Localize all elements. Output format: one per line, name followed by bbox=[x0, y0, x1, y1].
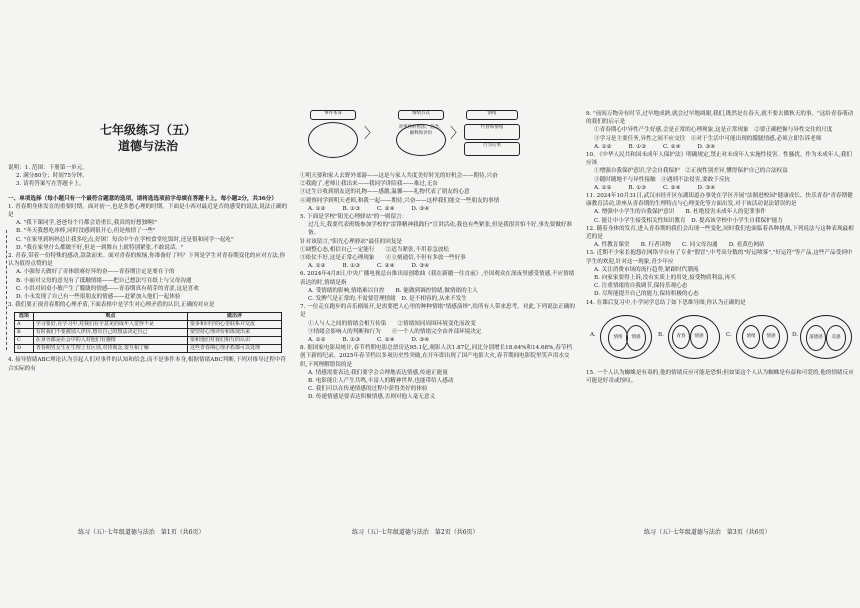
venn-label: 情感 bbox=[762, 325, 780, 349]
q1-option-a: A. "我下课同学,爸爸每个月都会语重长,我真的好想独啊!" bbox=[16, 220, 158, 227]
q6-options-cd: C. 发脾气是正常的,不需要管理情绪 D. 是不相容的,从来不发生 bbox=[308, 296, 467, 303]
q3-table bbox=[14, 312, 282, 353]
question-3 bbox=[8, 301, 288, 353]
choice-a: A. bbox=[590, 331, 596, 338]
q8-option-c: C. 我们可以在传递情感的过程中获得美好的体验 bbox=[308, 386, 428, 393]
venn-label: 情感 bbox=[626, 325, 646, 351]
table-cell: A bbox=[15, 321, 34, 329]
table-row bbox=[15, 321, 282, 329]
q2-option-c: C. 小洪对同桌小敏产生了朦胧的情感——青春期真有萌芽的青涩,这是喜欢 bbox=[16, 285, 199, 292]
diagram-box: 代替和情绪 bbox=[464, 124, 520, 140]
choice-b: B. ①③ bbox=[342, 263, 361, 270]
q8-option-a: A. 情感需要表达,我们要学会合理地表达情感,传递正能量 bbox=[308, 369, 448, 376]
note-3: 3. 请将答案写在答题卡上。 bbox=[16, 181, 85, 188]
q2-stem: 2. 青春,带着一份特殊的感动,款款而来。面对青春的烦恼,你准备好了吗？下列是学生对青春期变化的应对方法,你认为值得点赞的是 bbox=[8, 253, 286, 268]
q7-items: ①人与人之间的情绪会相互传染 ②情绪间同周围环境变化而改变 bbox=[308, 320, 476, 327]
choice-d: D. ③④ bbox=[697, 184, 716, 191]
venn-label: 情感 bbox=[690, 325, 708, 349]
choice-c: C. bbox=[726, 331, 732, 338]
q2-option-d: D. 小永发现了自己有一些很朋友的情感——赶紧加入他们一起体验 bbox=[16, 294, 181, 301]
page-1 bbox=[8, 110, 288, 550]
table-cell: 要多和同学的心里联系并交流 bbox=[188, 321, 282, 329]
q9-options bbox=[586, 143, 854, 151]
table-cell: 要和他们对我们相互的认识 bbox=[188, 337, 282, 345]
page-1-footer: 练习（五）·七年级道德与法治 第1页（共6页） bbox=[78, 529, 205, 536]
q1-option-c: C. "在家里到妈妈总让我多吃点,好困！每次中午在学校食堂吃饭时,还是很和同学一起吃" bbox=[16, 236, 234, 243]
choice-c: C. ②④ bbox=[662, 143, 681, 150]
choice-b: B. ①③ bbox=[342, 337, 361, 344]
section-heading: 一、单项选择（每小题只有一个最符合题意的选项，请将选选项前字母填在答题卡上，每小题2分，共36分） bbox=[8, 195, 277, 202]
venn-label: 青春 bbox=[672, 325, 690, 349]
q4-item-1: ①明天要和家人去野外郊游——这是与家人共度美好时光的好机会——期待,兴奋 bbox=[300, 173, 498, 179]
q4-item-2: ②我跑了,老师让我出来——我同学讲陪我——难过,无奈 bbox=[300, 181, 438, 188]
q5-items: ①调整心态,相信自己一定能行 ②适当紧张,不用着急放松 bbox=[300, 246, 449, 253]
q5-question: 针对该留言,"阳光心理驿站"最佳的回复是 bbox=[300, 238, 403, 245]
venn-label: 道德感 bbox=[806, 325, 826, 351]
choice-a: A. ①② bbox=[594, 143, 612, 150]
q9-items: ①青春期心中异性产生好感,会是正常的心理现象,这是正常现象 ②要正确把握与异性交往的尺度 bbox=[594, 127, 833, 134]
choice-d: D. ③④ bbox=[411, 337, 430, 344]
choice-a: A. ①② bbox=[594, 184, 612, 191]
q7-options bbox=[300, 336, 576, 344]
q14-stem: 14. 在课后复习中,小学同学总结了如下思维导图,你认为正确的是 bbox=[586, 299, 746, 306]
q6-options-ab: A. 受情绪的影响,情绪难以自控 B. 能做到调控情绪,做情绪的主人 bbox=[308, 287, 478, 294]
q1-option-d: D. "我在家里什么都做不好,但是一到舞台上就特别紧张,不敢说话。" bbox=[16, 244, 184, 251]
venn-label: 情绪 bbox=[608, 325, 628, 351]
q1-stem: 1. 青春期身体发育的重要时期。面对初一,也是多愁心理的时期。下面是小西对最近是否的感受的说法,说法正确的是 bbox=[8, 203, 288, 219]
q2-option-b: B. 小丽对父母的意见有了抵触情绪——把自己想法写在纸上与父母沟通 bbox=[16, 277, 192, 284]
table-cell: 在身旁都是社会中的人对他们有感情 bbox=[33, 337, 187, 345]
question-4: 4. 接导情绪ABC理论认为引起人们对事件的认知和信念,而不是事件本身,根据情绪ABC判断,下列对推导过程中符合实际的有 bbox=[8, 357, 287, 372]
q7-stem: 7. 一位走在跑步的音乐剧展开,是需要把人心里的种种情绪"情感演绎",给所有人带来思考。对此,下列说法正确的是 bbox=[300, 304, 575, 319]
q13-option-b: B. 向家家要得上诉,没有实质上的用处,接受物质利益,再买 bbox=[594, 275, 736, 282]
q14-venn-diagrams bbox=[586, 311, 854, 365]
q13-option-d: D. 尽所能提升自己的能力,保持积极的心态 bbox=[594, 291, 699, 298]
q5-items: ③依仗不好,这是正常心理现象 ④立刻通信,不但有多放一些好事 bbox=[300, 255, 466, 262]
q4-options bbox=[300, 205, 576, 213]
q5-quote: 过几天,我要代表班级参加学校的"雷锋精神我践行"宣讲活动,我也有些紧张,但是我很害怕不好,事先要做好准备。 bbox=[308, 222, 572, 237]
choice-b: B. ①③ bbox=[628, 184, 647, 191]
page-2 bbox=[300, 110, 576, 550]
table-cell: 有时我们不要被别人评价,想有自己的想法决定自己 bbox=[33, 329, 187, 337]
q13-stem: 13. 近期不少家长抱怨在网络平台有了专业"假冒",中考高分数的"好运喷雾","好运符"等产品,这些产品受到中学生的欢迎,针对这一现象,青少年应 bbox=[586, 250, 853, 265]
choice-a: A. ①② bbox=[308, 263, 326, 270]
choice-a: A. ①② bbox=[308, 337, 326, 344]
note-2: 2. 满分80分；时间75分钟。 bbox=[16, 173, 88, 180]
arrow-icon: 〉 bbox=[450, 126, 464, 142]
page-3 bbox=[586, 110, 854, 550]
table-cell: 青春期男女生在生理上有区别,对待观念,要互相了解 bbox=[33, 345, 187, 353]
q11-options-cd: C. 能让中小学生接受相关性知识教育 D. 提高该学校中小学生自我保护能力 bbox=[594, 217, 783, 224]
table-row bbox=[15, 345, 282, 353]
q4-item-4: ④观察同学到明天老师,和我一起——期待,兴奋——这样我们能交一些朋友的事情 bbox=[300, 197, 500, 204]
q10-stem: 10. 《中华人民共和国未成年人保护法》明确规定,禁止对未成年人实施性侵害。性骚扰。作为未成年人,我们应该 bbox=[586, 152, 852, 167]
diagram-box: 行为后果 bbox=[464, 142, 520, 156]
choice-b: B. ①③ bbox=[342, 205, 361, 212]
q9-items: ③学习是主要任务,异性之间不应交往 ④对于生活中可能出现的朦胧情感,必须立即告诉老师 bbox=[594, 135, 822, 142]
table-header: 选项 bbox=[15, 313, 34, 321]
diagram-label: 事件本身 bbox=[310, 110, 356, 120]
q9-stem: 9. "前间万物旁有时节,过早地成熟,就会过早地凋谢,我们,既然是在春天,就不要去做秋天的事。"这给青春萌动的我们的启示是 bbox=[586, 111, 854, 126]
choice-c: C. ②④ bbox=[662, 184, 681, 191]
exam-subject: 道德与法治 bbox=[117, 139, 178, 153]
table-cell: D bbox=[15, 345, 34, 353]
venn-label: 情绪 bbox=[742, 325, 760, 349]
q11-options-ab: A. 增强中小学生的自我保护意识 B. 杜绝侵害未成年人的犯罪事件 bbox=[594, 209, 766, 216]
choice-d: D. ③④ bbox=[411, 263, 430, 270]
choice-d: D. bbox=[792, 331, 799, 338]
choice-a: A. ①② bbox=[308, 205, 326, 212]
choice-d: D. ③④ bbox=[697, 143, 716, 150]
table-cell: B bbox=[15, 329, 34, 337]
choice-d: D. ③④ bbox=[411, 205, 430, 212]
choice-b: B. bbox=[658, 331, 664, 338]
table-cell: 要坚持心理评价和体现出来 bbox=[188, 329, 282, 337]
choice-c: C. ②④ bbox=[376, 337, 395, 344]
q11-stem: 11. 2024年10月31日,武汉市经开区东湖街道办事处在学区开展"法制进校园"健康成长、快乐青春"青春期健康教育活动,讲座从青春期的生理特点与心理变化等方面出发,对于该活动说法错误的是 bbox=[586, 193, 853, 208]
binding-margin bbox=[0, 230, 7, 350]
page-3-footer: 练习（五）·七年级道德与法治 第3页（共6页） bbox=[644, 529, 771, 536]
q10-items: ③随时随地不与异性接触 ④遇到不法侵害,要敢于反抗 bbox=[594, 176, 731, 183]
choice-b: B. ①③ bbox=[628, 143, 647, 150]
table-cell: C bbox=[15, 337, 34, 345]
q3-stem: 3. 我们要正视青春期的心理矛盾,下面表格中是学生对心理矛盾的认识,正确的对应是 bbox=[8, 302, 215, 309]
q12-options: A. 性教育课堂 B. 行者读物 C. 同父母沟通 D. 看黄色网站 bbox=[594, 242, 765, 249]
venn-label: 美感 bbox=[826, 325, 846, 351]
choice-c: C. ②④ bbox=[376, 205, 395, 212]
q4-item-3: ③过生日收到朋友送的礼物——感激,温馨——礼物代表了朋友的心意 bbox=[300, 189, 470, 196]
q13-option-c: C. 注重情绪的自我调节,保持乐观心态 bbox=[594, 283, 688, 290]
q1-option-b: B. "冬天我想吃冰棒,同时没感到很开心,但是热情了一些" bbox=[16, 228, 156, 235]
diagram-bubble: 对事件的看法、信念、解释和评价 bbox=[396, 124, 446, 156]
q10-items: ①增强自我保护意识,学会自我保护 ②正视性别差异,懂得保护自己的合法权益 bbox=[594, 168, 788, 175]
q5-options bbox=[300, 262, 576, 270]
exam-title: 七年级练习（五） bbox=[99, 123, 196, 137]
q12-stem: 12. 随着身体的发育,进入青春期的我们会出现一些变化,同时我们也面临着各种挑战,下列说法与这种表现最相近的是 bbox=[586, 225, 854, 241]
table-cell: 这些青春期心理矛盾都可以处理 bbox=[188, 345, 282, 353]
q6-stem: 6. 2024年4月8日,中央广播电视总台推出原创歌曲《我在新疆一往直前》,全国观众在深夜里感受情感,不应情绪表达的时,情绪是指 bbox=[300, 271, 575, 286]
table-header: 观点 bbox=[33, 313, 187, 321]
q8-option-b: B. 电影能让人产生共鸣,丰富人的精神世界,也能带给人感动 bbox=[308, 378, 454, 385]
table-row bbox=[15, 329, 282, 337]
table-cell: 学习要好,在学习中,对我们在乎意见的成年人觉得不是 bbox=[33, 321, 187, 329]
choice-c: C. ②④ bbox=[376, 263, 395, 270]
diagram-label: 情绪方式 bbox=[398, 110, 444, 120]
diagram-bubble bbox=[308, 122, 358, 158]
table-header: 做出评 bbox=[188, 313, 282, 321]
table-row bbox=[15, 337, 282, 345]
q15-stem: 15. 一个人认为蜘蛛是有毒的,他的情绪反应可能是恐惧;但如果这个人认为蜘蛛是有益和可爱的,他的情绪反应可能是好奇或惊叹。 bbox=[586, 369, 854, 385]
q7-items: ③情绪会影响人的判断和行为 ④一个人的情绪完全由外部环境决定 bbox=[308, 328, 482, 335]
q5-stem: 5. 下面是学校"阳光心理驿站"的一则留言： bbox=[300, 214, 408, 221]
q8-option-d: D. 传递情感是要表达积极情感,否则对他人毫无意义 bbox=[308, 394, 436, 401]
question-2 bbox=[8, 252, 288, 301]
q13-option-a: A. 关注消费市场的流行趋势,紧跟时代潮流 bbox=[594, 266, 699, 273]
note-1: 说明：1. 范围：下册第一单元。 bbox=[8, 165, 88, 171]
q8-stem: 8. 据国家电影局统计,春节档期电影总票房达95.1亿,观影人次1.87亿,同比分别增长18.64%和14.68%,春节档创下新的纪录。2025年春节档以多项历史性突破,在开年即出现了国产电影大火,春节期间电影院里笑声泪水交织,下列理解错误的是 bbox=[300, 345, 572, 368]
abc-diagram bbox=[300, 110, 576, 168]
question-1 bbox=[8, 203, 288, 252]
q2-option-a: A. 小强每天做好了奇体联赛好坏的奋——青春期注定是要在于的 bbox=[16, 269, 175, 276]
q10-options bbox=[586, 184, 854, 192]
arrow-icon: 〉 bbox=[364, 126, 378, 142]
page-2-footer: 练习（五）·七年级道德与法治 第2页（共6页） bbox=[352, 529, 479, 536]
diagram-label: 情绪 bbox=[466, 110, 518, 120]
